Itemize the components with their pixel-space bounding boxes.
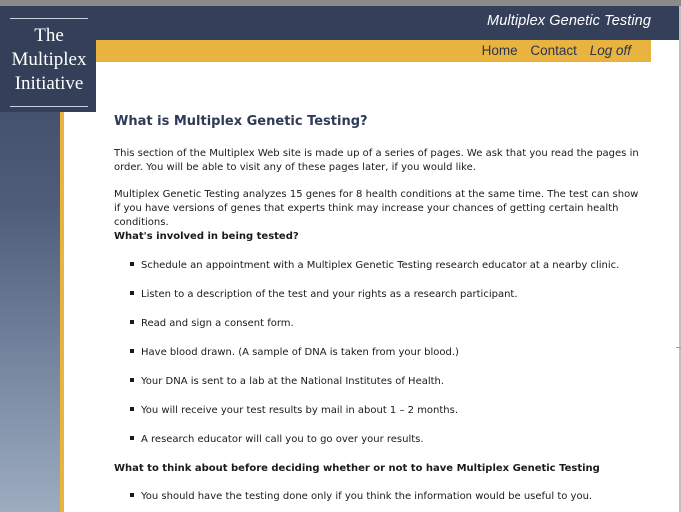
- bullet-icon: [130, 262, 134, 266]
- logo-rule-top: [10, 18, 88, 19]
- site-title: Multiplex Genetic Testing: [487, 13, 651, 29]
- header-bar: [0, 6, 681, 40]
- accent-stripe: [60, 112, 64, 512]
- logo-rule-bottom: [10, 106, 88, 107]
- bullet-icon: [130, 436, 134, 440]
- section-heading-considerations: What to think about before deciding whether or not to have Multiplex Genetic Testing: [114, 463, 600, 474]
- list-item-text: Read and sign a consent form.: [141, 318, 294, 329]
- page-title: What is Multiplex Genetic Testing?: [114, 114, 368, 129]
- list-item-text: You should have the testing done only if you think the information would be useful to you.: [141, 491, 593, 502]
- bullet-icon: [130, 320, 134, 324]
- logo-text: [6, 24, 92, 96]
- section-heading-involved: What's involved in being tested?: [114, 231, 299, 242]
- nav-logoff-link[interactable]: Log off: [589, 43, 631, 58]
- nav-home-link[interactable]: Home: [481, 43, 518, 58]
- intro-paragraph-2: Multiplex Genetic Testing analyzes 15 genes for 8 health conditions at the same time. The test can show if you have versions of genes that experts think may increase your chances of getting certain health conditions.: [114, 189, 639, 228]
- top-nav: [473, 43, 631, 58]
- bullet-icon: [130, 407, 134, 411]
- logo-line-3: Initiative: [14, 73, 84, 94]
- site-logo[interactable]: [0, 6, 96, 112]
- list-item-text: A research educator will call you to go over your results.: [141, 434, 424, 445]
- list-item-text: Listen to a description of the test and your rights as a research participant.: [141, 289, 518, 300]
- list-item: [130, 433, 424, 447]
- nav-contact-link[interactable]: Contact: [530, 43, 577, 58]
- logo-line-1: The: [34, 25, 64, 46]
- list-item: [130, 288, 518, 302]
- bullet-icon: [130, 378, 134, 382]
- list-item: [130, 490, 592, 504]
- list-item-text: Your DNA is sent to a lab at the National Institutes of Health.: [141, 376, 445, 387]
- intro-paragraph-1: This section of the Multiplex Web site is made up of a series of pages. We ask that you read the pages in order. You will be able to visit any of these pages later, if you would like.: [114, 148, 639, 173]
- list-item: [130, 317, 294, 331]
- list-item-text: Schedule an appointment with a Multiplex Genetic Testing research educator at a nearby clinic.: [141, 260, 620, 271]
- logo-line-2: Multiplex: [11, 49, 87, 70]
- list-item: [130, 259, 619, 273]
- list-item-text: Have blood drawn. (A sample of DNA is taken from your blood.): [141, 347, 459, 358]
- list-item: [130, 346, 459, 360]
- list-item: [130, 375, 444, 389]
- bullet-icon: [130, 493, 134, 497]
- bullet-icon: [130, 291, 134, 295]
- nav-bar: [96, 40, 651, 62]
- list-item: [130, 404, 458, 418]
- list-item-text: You will receive your test results by mail in about 1 – 2 months.: [141, 405, 459, 416]
- bullet-icon: [130, 349, 134, 353]
- scroll-marker: [676, 347, 681, 348]
